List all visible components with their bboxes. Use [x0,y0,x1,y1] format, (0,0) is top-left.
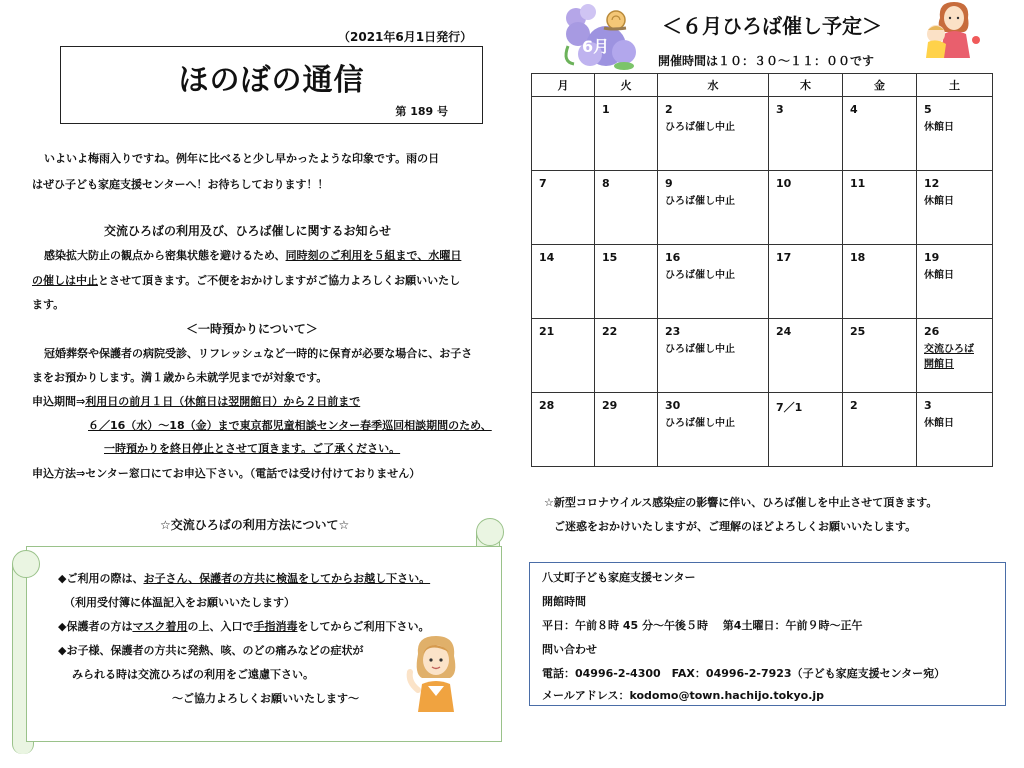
calendar-day-number: 25 [850,325,866,338]
usage-emphasis: マスク着用 [132,620,188,633]
calendar-day-number: 5 [924,103,932,116]
calendar-event-note [532,412,594,416]
notice-emphasis: の催しは中止 [32,274,98,287]
usage-text: をしてからご利用下さい。 [297,620,430,633]
calendar-week-row [532,171,993,245]
calendar-day-number: 29 [602,399,618,412]
center-info-box [529,562,1006,706]
event-calendar [531,73,993,467]
calendar-event-note [595,116,657,120]
covid-note-1: ☆新型コロナウイルス感染症の影響に伴い、ひろば催しを中止させて頂きます。 [544,496,938,509]
calendar-event-note [532,190,594,194]
calendar-day-cell [532,319,595,393]
calendar-day-cell [595,97,658,171]
calendar-day-number: 7／1 [776,401,803,414]
calendar-day-cell [532,171,595,245]
usage-bullet-2 [58,620,429,633]
weekday-header: 土 [917,74,993,97]
mother-child-icon [918,0,986,58]
calendar-day-cell [595,245,658,319]
calendar-body [532,97,993,467]
weekday-header: 水 [658,74,769,97]
event-hours: 開催時間は１０：３０～１１：００です [658,54,875,68]
calendar-day-number: 8 [602,177,610,190]
calendar-day-cell [843,393,917,467]
usage-bullet-1 [58,572,430,585]
center-email: メールアドレス：kodomo@town.hachijo.tokyo.jp [542,689,825,702]
usage-emphasis: 手指消毒 [253,620,298,633]
calendar-event-note [595,264,657,268]
childcare-method: 申込方法⇒センター窓口にてお申込下さい。（電話では受け付けておりません） [32,467,421,480]
calendar-event-note: ひろば催し中止 [665,418,735,429]
newsletter-title: ほのぼの通信 [178,63,365,98]
calendar-day-number: 22 [602,325,618,338]
covid-note-2: ご迷惑をおかけいたしますが、ご理解のほどよろしくお願いいたします。 [554,520,917,533]
calendar-event-note [595,412,657,416]
calendar-week-row [532,97,993,171]
calendar-day-number: 12 [924,177,940,190]
calendar-week-row [532,319,993,393]
calendar-week-row [532,393,993,467]
calendar-event-note [532,103,594,107]
usage-text: ◆保護者の方は [58,620,133,633]
usage-text: ◆ご利用の際は、 [58,572,144,585]
usage-closing: ～ご協力よろしくお願いいたします～ [172,692,359,705]
newsletter-title-box [60,46,483,124]
calendar-day-cell [917,97,993,171]
calendar-day-cell [658,319,769,393]
calendar-event-note: 休館日 [924,122,954,133]
calendar-day-cell [843,97,917,171]
calendar-day-cell [658,245,769,319]
center-name: 八丈町子ども家庭支援センター [542,571,696,584]
usage-bullet-3-line-1: ◆お子様、保護者の方共に発熱、咳、のどの痛みなどの症状が [58,644,364,657]
calendar-day-cell [595,171,658,245]
notice-text: とさせて頂きます。ご不便をおかけしますがご協力よろしくお願いいたし [98,274,461,287]
weekday-header: 金 [843,74,917,97]
calendar-day-number: 11 [850,177,866,190]
calendar-day-number: 19 [924,251,940,264]
calendar-event-note: ひろば催し中止 [665,122,735,133]
contact-label: 問い合わせ [542,643,597,656]
calendar-event-note: 休館日 [924,418,954,429]
usage-text: の上、入口で [187,620,254,633]
calendar-week-row [532,245,993,319]
calendar-event-note: 休館日 [924,270,954,281]
weekday-header: 木 [769,74,843,97]
hours-label: 開館時間 [542,595,586,608]
calendar-day-cell [917,319,993,393]
calendar-day-number: 16 [665,251,681,264]
calendar-day-cell [843,319,917,393]
notice-line-1 [44,249,461,262]
staff-woman-icon [404,634,468,712]
intro-line-2: はぜひ子ども家庭支援センターへ！お待ちしております！！ [32,178,329,191]
childcare-line-2: まをお預かりします。満１歳から未就学児までが対象です。 [32,371,328,384]
calendar-event-note [843,190,916,194]
calendar-day-cell [917,393,993,467]
calendar-day-number: 3 [776,103,784,116]
calendar-day-cell [532,393,595,467]
calendar-day-number: 28 [539,399,555,412]
notice-line-3: ます。 [32,298,65,311]
calendar-event-note: ひろば催し中止 [665,196,735,207]
calendar-day-cell [658,171,769,245]
calendar-event-note [769,264,842,268]
usage-heading: ☆交流ひろばの利用方法について☆ [160,518,350,532]
childcare-period [32,395,360,408]
notice-line-2 [32,274,460,287]
notice-text: 感染拡大防止の観点から密集状態を避けるため、 [44,249,286,262]
calendar-day-number: 24 [776,325,792,338]
calendar-event-note [532,338,594,342]
period-label: 申込期間⇒ [32,395,86,408]
calendar-day-cell [532,245,595,319]
calendar-event-note [595,190,657,194]
calendar-event-note [532,264,594,268]
scroll-curl-icon [12,550,40,578]
calendar-day-cell [532,97,595,171]
calendar-day-number: 30 [665,399,681,412]
calendar-day-number: 17 [776,251,792,264]
calendar-day-number: 1 [602,103,610,116]
calendar-event-note [843,338,916,342]
intro-line-1: いよいよ梅雨入りですね。例年に比べると少し早かったような印象です。雨の日 [44,152,440,165]
usage-bullet-3-line-2: みられる時は交流ひろばの利用をご遠慮下さい。 [72,668,314,681]
month-badge: 6月 [582,37,610,56]
calendar-day-number: 21 [539,325,555,338]
calendar-event-note [769,338,842,342]
calendar-day-cell [843,171,917,245]
notice-heading: 交流ひろばの利用及び、ひろば催しに関するお知らせ [104,224,392,238]
calendar-event-note: ひろば催し中止 [665,270,735,281]
calendar-day-number: 14 [539,251,555,264]
calendar-day-number: 26 [924,325,940,338]
calendar-event-note [843,116,916,120]
childcare-heading: ＜一時預かりについて＞ [186,322,318,336]
calendar-event-note: ひろば催し中止 [665,344,735,355]
center-hours: 平日：午前８時 45 分～午後５時 第4土曜日：午前９時～正午 [542,619,863,632]
calendar-day-number: 2 [850,399,858,412]
calendar-day-cell [658,393,769,467]
calendar-day-cell [917,245,993,319]
calendar-day-number: 4 [850,103,858,116]
calendar-event-note [843,412,916,416]
calendar-day-number: 18 [850,251,866,264]
calendar-day-cell [843,245,917,319]
calendar-day-number: 3 [924,399,932,412]
calendar-day-number: 10 [776,177,792,190]
calendar-day-number: 15 [602,251,618,264]
period-value: 利用日の前月１日（休館日は翌開館日）から２日前まで [85,395,361,408]
calendar-weekday-row [532,74,993,97]
calendar-event-note [769,190,842,194]
calendar-event-note [843,264,916,268]
calendar-day-number: 23 [665,325,681,338]
calendar-day-cell [769,171,843,245]
scroll-curl-icon [476,518,504,546]
notice-emphasis: 同時刻のご利用を５組まで、水曜日 [285,249,462,262]
calendar-event-note [769,415,842,419]
calendar-event-note: 休館日 [924,196,954,207]
weekday-header: 月 [532,74,595,97]
calendar-day-cell [769,97,843,171]
childcare-closure-1: ６／16（水）～18（金）まで東京都児童相談センター春季巡回相談期間のため、 [88,419,492,432]
childcare-line-1: 冠婚葬祭や保護者の病院受診、リフレッシュなど一時的に保育が必要な場合に、お子さ [44,347,473,360]
center-phone-fax: 電話：04996-2-4300 FAX：04996-2-7923（子ども家庭支援センター宛） [542,667,946,680]
calendar-day-cell [595,393,658,467]
calendar-day-cell [595,319,658,393]
calendar-event-note [595,338,657,342]
usage-emphasis: お子さん、保護者の方共に検温をしてからお越し下さい。 [143,572,431,585]
calendar-event-note [769,116,842,120]
calendar-day-cell [769,319,843,393]
calendar-event-note: 交流ひろば開館日 [924,344,974,370]
calendar-day-number: 2 [665,103,673,116]
calendar-day-cell [769,393,843,467]
calendar-day-cell [769,245,843,319]
usage-bullet-1-sub: （利用受付簿に体温記入をお願いいたします） [64,596,295,609]
weekday-header: 火 [595,74,658,97]
calendar-day-cell [658,97,769,171]
calendar-title: ＜６月ひろば催し予定＞ [662,14,882,38]
issue-number: 第 189 号 [395,105,448,118]
childcare-closure-2: 一時預かりを終日停止とさせて頂きます。ご了承ください。 [104,442,401,455]
calendar-day-number: 7 [539,177,547,190]
issue-date: （2021年6月1日発行） [338,30,473,44]
calendar-day-number: 9 [665,177,673,190]
calendar-day-cell [917,171,993,245]
